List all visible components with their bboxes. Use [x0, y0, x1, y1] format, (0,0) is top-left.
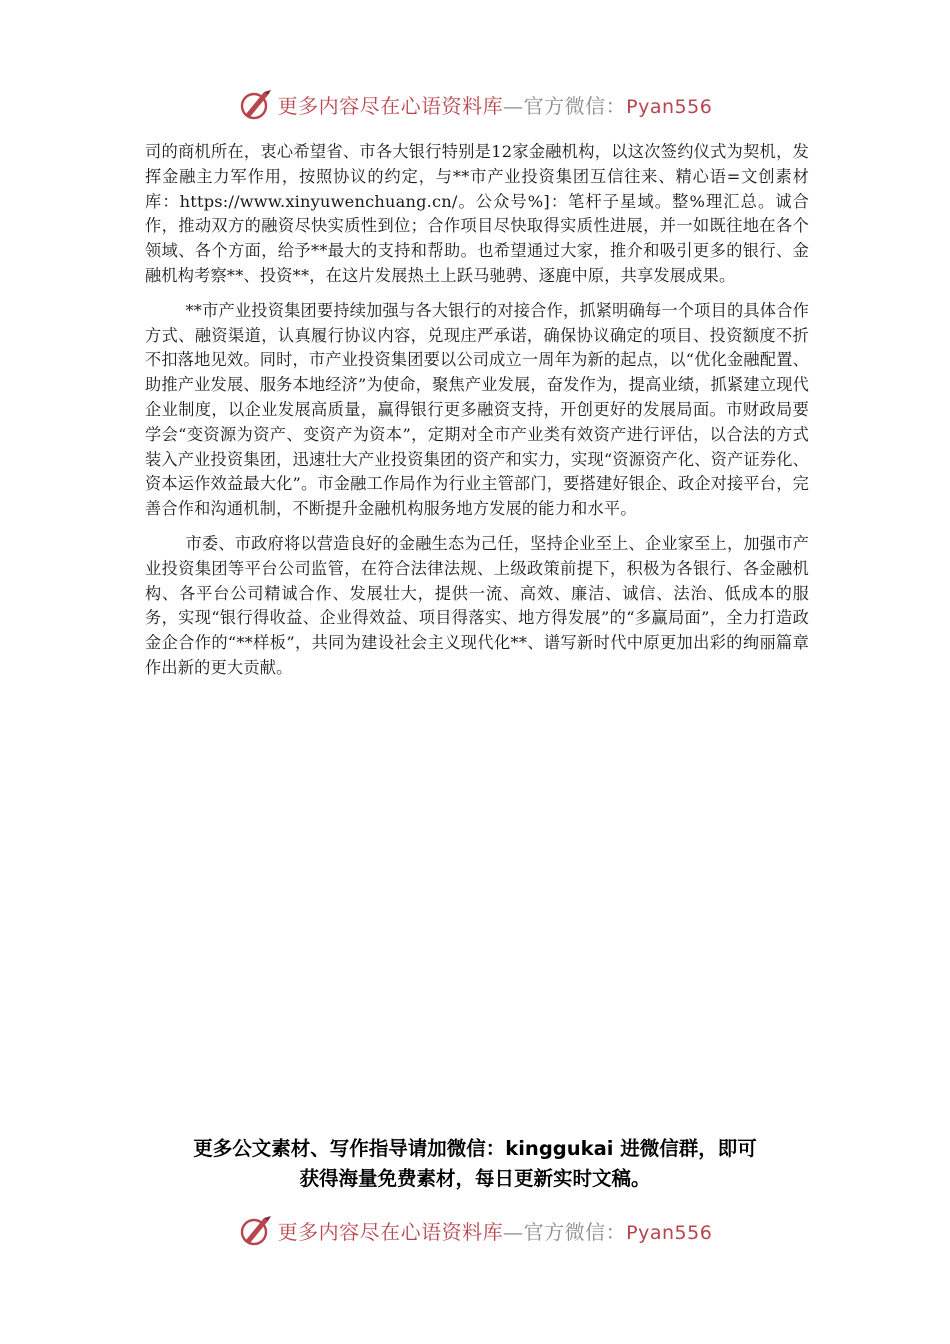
banner-text: [278, 90, 713, 119]
footer-banner: [0, 1210, 950, 1250]
header-banner: [0, 84, 950, 124]
pen-circle-logo-icon: [238, 86, 274, 122]
banner-dash-text: —官方微信：: [503, 1219, 627, 1244]
banner-wechat-id: Pyan556: [626, 1221, 713, 1244]
paragraph-3: 市委、市政府将以营造良好的金融生态为己任，坚持企业至上、企业家至上，加强市产业投资集团等平台公司监管，在符合法律法规、上级政策前提下，积极为各银行、各金融机构、各平台公司精诚合作、发展壮大，提供一流、高效、廉洁、诚信、法治、低成本的服务，实现“银行得收益、企业得效益、项目得落实、地方得发展”的“多赢局面”，全力打造政金企合作的“**样板”，共同为建设社会主义现代化**、谱写新时代中原更加出彩的绚丽篇章作出新的更大贡献。: [145, 533, 809, 677]
pen-circle-logo-icon: [238, 1212, 274, 1248]
banner-main-text: 更多内容尽在心语资料库: [277, 93, 504, 118]
banner-text: [278, 1216, 713, 1245]
banner-wechat-id: Pyan556: [626, 95, 713, 118]
promo-line-2: 获得海量免费素材，每日更新实时文稿。: [299, 1167, 651, 1190]
promo-notice: [100, 1134, 850, 1194]
paragraph-2: **市产业投资集团要持续加强与各大银行的对接合作，抓紧明确每一个项目的具体合作方式、融资渠道，认真履行协议内容，兑现庄严承诺，确保协议确定的项目、投资额度不折不扣落地见效。同时，市产业投资集团要以公司成立一周年为新的起点，以“优化金融配置、助推产业发展、服务本地经济”为使命，聚焦产业发展，奋发作为，提高业绩，抓紧建立现代企业制度，以企业发展高质量，赢得银行更多融资支持，开创更好的发展局面。市财政局要学会“变资源为资产、变资产为资本”，定期对全市产业类有效资产进行评估，以合法的方式装入产业投资集团，迅速壮大产业投资集团的资产和实力，实现“资源资产化、资产证券化、资本运作效益最大化”。市金融工作局作为行业主管部门，要搭建好银企、政企对接平台，完善合作和沟通机制，不断提升金融机构服务地方发展的能力和水平。: [145, 300, 809, 519]
paragraph-1: 司的商机所在，衷心希望省、市各大银行特别是12家金融机构，以这次签约仪式为契机，发挥金融主力军作用，按照协议的约定，与**市产业投资集团互信往来、精心语=文创素材库：https://www.xinyuwenchuang.cn/。公众号%]：笔杆子星域。整%理汇总。诚合作，推动双方的融资尽快实质性到位；合作项目尽快取得实质性进展，并一如既往地在各个领域、各个方面，给予**最大的支持和帮助。也希望通过大家，推介和吸引更多的银行、金融机构考察**、投资**，在这片发展热土上跃马驰骋、逐鹿中原，共享发展成果。: [145, 142, 809, 285]
promo-line-1: 更多公文素材、写作指导请加微信：kinggukai 进微信群，即可: [193, 1137, 757, 1160]
banner-main-text: 更多内容尽在心语资料库: [277, 1219, 504, 1244]
document-body: [145, 140, 809, 691]
banner-dash-text: —官方微信：: [503, 93, 627, 118]
